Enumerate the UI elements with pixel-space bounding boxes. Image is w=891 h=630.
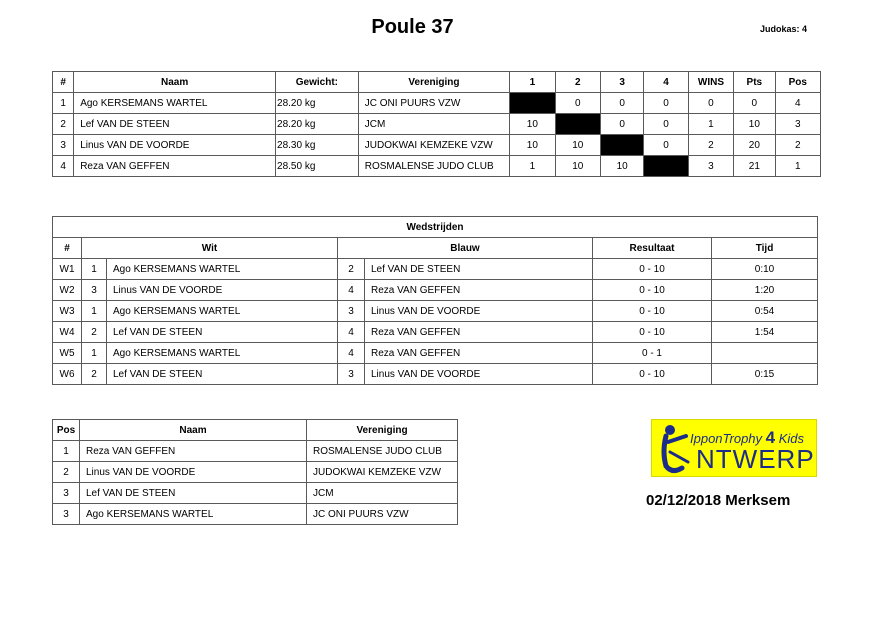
score-cell: 0 — [555, 93, 600, 114]
row-club: JC ONI PUURS VZW — [358, 93, 509, 114]
row-num: 3 — [53, 135, 74, 156]
self-cell — [510, 93, 555, 114]
poule-row — [53, 93, 821, 114]
col-match-id: # — [53, 238, 82, 259]
row-num: 1 — [53, 93, 74, 114]
match-row — [53, 343, 818, 364]
wins-cell: 3 — [688, 156, 733, 177]
blue-name: Linus VAN DE VOORDE — [365, 301, 593, 322]
ranking-row — [53, 504, 458, 525]
row-club: ROSMALENSE JUDO CLUB — [358, 156, 509, 177]
blue-num: 4 — [338, 322, 365, 343]
white-num: 2 — [82, 364, 107, 385]
score-cell: 0 — [644, 93, 688, 114]
col-r2: 2 — [555, 72, 600, 93]
white-name: Ago KERSEMANS WARTEL — [107, 301, 338, 322]
ranking-table — [52, 419, 458, 525]
rank-club: JC ONI PUURS VZW — [307, 504, 458, 525]
poule-row — [53, 135, 821, 156]
ranking-header-row — [53, 420, 458, 441]
ranking-row — [53, 441, 458, 462]
blue-num: 3 — [338, 364, 365, 385]
score-cell: 0 — [600, 93, 643, 114]
blue-num: 4 — [338, 343, 365, 364]
score-cell: 10 — [510, 114, 555, 135]
match-row — [53, 259, 818, 280]
match-result: 0 - 10 — [593, 280, 712, 301]
rank-pos: 2 — [53, 462, 80, 483]
score-cell: 10 — [600, 156, 643, 177]
rank-club: ROSMALENSE JUDO CLUB — [307, 441, 458, 462]
blue-name: Lef VAN DE STEEN — [365, 259, 593, 280]
white-name: Lef VAN DE STEEN — [107, 322, 338, 343]
ranking-row — [53, 462, 458, 483]
white-num: 1 — [82, 259, 107, 280]
rank-pos: 3 — [53, 483, 80, 504]
matches-title: Wedstrijden — [53, 217, 818, 238]
match-result: 0 - 1 — [593, 343, 712, 364]
match-id: W1 — [53, 259, 82, 280]
match-row — [53, 280, 818, 301]
ranking-row — [53, 483, 458, 504]
col-r1: 1 — [510, 72, 555, 93]
row-num: 2 — [53, 114, 74, 135]
ippon-trophy-logo — [651, 419, 817, 477]
rank-name: Reza VAN GEFFEN — [80, 441, 307, 462]
row-club: JUDOKWAI KEMZEKE VZW — [358, 135, 509, 156]
matches-table — [52, 216, 818, 385]
match-id: W3 — [53, 301, 82, 322]
match-time — [712, 343, 818, 364]
self-cell — [600, 135, 643, 156]
judoka-figure-icon — [656, 422, 692, 476]
col-club: Vereniging — [358, 72, 509, 93]
match-row — [53, 322, 818, 343]
score-cell: 10 — [555, 135, 600, 156]
matches-title-row — [53, 217, 818, 238]
col-time: Tijd — [712, 238, 818, 259]
row-club: JCM — [358, 114, 509, 135]
logo-line-1: IpponTrophy 4 Kids — [690, 428, 805, 447]
white-name: Linus VAN DE VOORDE — [107, 280, 338, 301]
matches-header-row — [53, 238, 818, 259]
poule-table — [52, 71, 821, 177]
white-num: 1 — [82, 301, 107, 322]
logo-line-2: NTWERP — [696, 444, 815, 474]
col-rank-name: Naam — [80, 420, 307, 441]
col-num: # — [53, 72, 74, 93]
match-row — [53, 301, 818, 322]
match-time: 1:20 — [712, 280, 818, 301]
pos-cell: 1 — [775, 156, 820, 177]
pts-cell: 20 — [734, 135, 775, 156]
pos-cell: 4 — [775, 93, 820, 114]
poule-row — [53, 114, 821, 135]
blue-num: 3 — [338, 301, 365, 322]
event-date-place: 02/12/2018 Merksem — [646, 492, 791, 509]
row-num: 4 — [53, 156, 74, 177]
blue-name: Reza VAN GEFFEN — [365, 343, 593, 364]
match-time: 1:54 — [712, 322, 818, 343]
col-weight: Gewicht: — [276, 72, 359, 93]
col-blue: Blauw — [338, 238, 593, 259]
rank-club: JCM — [307, 483, 458, 504]
row-name: Reza VAN GEFFEN — [74, 156, 276, 177]
match-result: 0 - 10 — [593, 322, 712, 343]
score-cell: 0 — [600, 114, 643, 135]
row-weight: 28.20 kg — [276, 114, 359, 135]
blue-name: Linus VAN DE VOORDE — [365, 364, 593, 385]
col-r3: 3 — [600, 72, 643, 93]
wins-cell: 2 — [688, 135, 733, 156]
match-time: 0:10 — [712, 259, 818, 280]
pos-cell: 2 — [775, 135, 820, 156]
row-weight: 28.20 kg — [276, 93, 359, 114]
self-cell — [644, 156, 688, 177]
score-cell: 10 — [510, 135, 555, 156]
score-cell: 0 — [644, 135, 688, 156]
blue-name: Reza VAN GEFFEN — [365, 280, 593, 301]
white-num: 2 — [82, 322, 107, 343]
blue-name: Reza VAN GEFFEN — [365, 322, 593, 343]
match-row — [53, 364, 818, 385]
pos-cell: 3 — [775, 114, 820, 135]
white-num: 3 — [82, 280, 107, 301]
col-name: Naam — [74, 72, 276, 93]
white-num: 1 — [82, 343, 107, 364]
col-rank-pos: Pos — [53, 420, 80, 441]
rank-name: Linus VAN DE VOORDE — [80, 462, 307, 483]
poule-header-row — [53, 72, 821, 93]
wins-cell: 0 — [688, 93, 733, 114]
match-time: 0:15 — [712, 364, 818, 385]
row-weight: 28.30 kg — [276, 135, 359, 156]
match-time: 0:54 — [712, 301, 818, 322]
self-cell — [555, 114, 600, 135]
match-result: 0 - 10 — [593, 301, 712, 322]
col-pos: Pos — [775, 72, 820, 93]
col-r4: 4 — [644, 72, 688, 93]
rank-name: Lef VAN DE STEEN — [80, 483, 307, 504]
score-cell: 10 — [555, 156, 600, 177]
poule-row — [53, 156, 821, 177]
white-name: Ago KERSEMANS WARTEL — [107, 259, 338, 280]
page-title: Poule 37 — [371, 16, 454, 38]
row-name: Linus VAN DE VOORDE — [74, 135, 276, 156]
col-rank-club: Vereniging — [307, 420, 458, 441]
match-id: W6 — [53, 364, 82, 385]
row-name: Lef VAN DE STEEN — [74, 114, 276, 135]
white-name: Ago KERSEMANS WARTEL — [107, 343, 338, 364]
col-result: Resultaat — [593, 238, 712, 259]
row-weight: 28.50 kg — [276, 156, 359, 177]
row-name: Ago KERSEMANS WARTEL — [74, 93, 276, 114]
blue-num: 2 — [338, 259, 365, 280]
score-cell: 0 — [644, 114, 688, 135]
blue-num: 4 — [338, 280, 365, 301]
rank-club: JUDOKWAI KEMZEKE VZW — [307, 462, 458, 483]
col-wins: WINS — [688, 72, 733, 93]
match-id: W2 — [53, 280, 82, 301]
col-white: Wit — [82, 238, 338, 259]
pts-cell: 0 — [734, 93, 775, 114]
wins-cell: 1 — [688, 114, 733, 135]
judoka-count: Judokas: 4 — [760, 24, 808, 34]
col-pts: Pts — [734, 72, 775, 93]
match-id: W4 — [53, 322, 82, 343]
score-cell: 1 — [510, 156, 555, 177]
match-id: W5 — [53, 343, 82, 364]
rank-pos: 1 — [53, 441, 80, 462]
match-result: 0 - 10 — [593, 259, 712, 280]
match-result: 0 - 10 — [593, 364, 712, 385]
white-name: Lef VAN DE STEEN — [107, 364, 338, 385]
rank-name: Ago KERSEMANS WARTEL — [80, 504, 307, 525]
pts-cell: 21 — [734, 156, 775, 177]
rank-pos: 3 — [53, 504, 80, 525]
pts-cell: 10 — [734, 114, 775, 135]
